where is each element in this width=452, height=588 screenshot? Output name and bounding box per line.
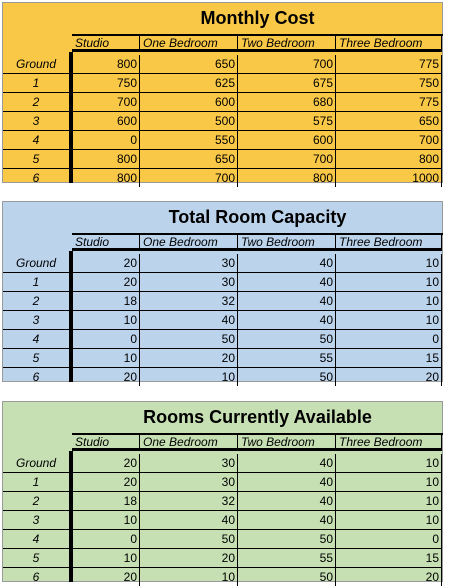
table-cell: 600 [140, 93, 238, 111]
table-cell: 700 [140, 169, 238, 187]
table-row [3, 368, 442, 386]
column-header-one-bedroom: One Bedroom [140, 34, 238, 52]
total-room-capacity-table [2, 201, 443, 382]
row-label: 6 [32, 171, 40, 185]
table-cell: 10 [336, 273, 442, 291]
table-cell: 700 [238, 55, 336, 73]
table-cell: 40 [140, 311, 238, 329]
row-label: 6 [32, 370, 40, 384]
table-cell: 10 [73, 511, 140, 529]
table-cell: 20 [140, 349, 238, 367]
row-label: Ground [15, 57, 57, 71]
table-cell: 0 [336, 330, 442, 348]
monthly-cost-table [2, 2, 443, 183]
table-row [3, 549, 442, 568]
table-cell: 550 [140, 131, 238, 149]
column-header-two-bedroom: Two Bedroom [238, 233, 336, 251]
table-cell: 40 [238, 254, 336, 272]
table-cell: 20 [73, 454, 140, 472]
table-cell: 10 [73, 549, 140, 567]
table-title: Rooms Currently Available [72, 402, 443, 435]
table-row [3, 492, 442, 511]
table-cell: 40 [140, 511, 238, 529]
table-cell: 40 [238, 311, 336, 329]
column-header-studio: Studio [72, 34, 140, 52]
column-header-one-bedroom: One Bedroom [140, 233, 238, 251]
table-cell: 10 [140, 368, 238, 386]
column-header-studio: Studio [72, 433, 140, 451]
table-title: Monthly Cost [72, 3, 443, 36]
row-label: 3 [32, 313, 40, 327]
table-title: Total Room Capacity [72, 202, 443, 235]
table-row [3, 473, 442, 492]
table-cell: 700 [336, 131, 442, 149]
table-cell: 55 [238, 349, 336, 367]
table-cell: 30 [140, 473, 238, 491]
table-cell: 20 [336, 568, 442, 586]
table-cell: 10 [73, 311, 140, 329]
table-cell: 775 [336, 55, 442, 73]
table-cell: 575 [238, 112, 336, 130]
table-cell: 650 [140, 150, 238, 168]
table-cell: 675 [238, 74, 336, 92]
table-cell: 800 [73, 169, 140, 187]
table-cell: 50 [238, 368, 336, 386]
row-label: 2 [32, 494, 40, 508]
table-cell: 50 [238, 568, 336, 586]
table-row [3, 311, 442, 330]
table-cell: 32 [140, 292, 238, 310]
table-cell: 32 [140, 492, 238, 510]
column-header-three-bedroom: Three Bedroom [336, 233, 442, 251]
table-cell: 50 [140, 330, 238, 348]
table-cell: 800 [238, 169, 336, 187]
table-row [3, 292, 442, 311]
table-cell: 20 [73, 473, 140, 491]
table-cell: 55 [238, 549, 336, 567]
table-cell: 40 [238, 292, 336, 310]
column-header-three-bedroom: Three Bedroom [336, 433, 442, 451]
table-cell: 20 [73, 568, 140, 586]
table-cell: 50 [238, 530, 336, 548]
table-row [3, 273, 442, 292]
row-label: 2 [32, 294, 40, 308]
table-row [3, 93, 442, 112]
table-row [3, 349, 442, 368]
table-cell: 10 [336, 454, 442, 472]
table-cell: 18 [73, 292, 140, 310]
table-cell: 1000 [336, 169, 442, 187]
table-cell: 10 [336, 473, 442, 491]
column-header-three-bedroom: Three Bedroom [336, 34, 442, 52]
row-label: 1 [32, 275, 40, 289]
table-cell: 650 [336, 112, 442, 130]
table-cell: 750 [336, 74, 442, 92]
row-label: 6 [32, 570, 40, 584]
table-cell: 40 [238, 454, 336, 472]
table-row [3, 131, 442, 150]
table-row [3, 330, 442, 349]
table-cell: 625 [140, 74, 238, 92]
table-cell: 0 [73, 330, 140, 348]
table-cell: 700 [238, 150, 336, 168]
row-label: 3 [32, 114, 40, 128]
table-cell: 680 [238, 93, 336, 111]
table-cell: 50 [238, 330, 336, 348]
column-header-one-bedroom: One Bedroom [140, 433, 238, 451]
table-cell: 40 [238, 492, 336, 510]
table-cell: 750 [73, 74, 140, 92]
table-cell: 600 [73, 112, 140, 130]
row-label: 4 [32, 332, 40, 346]
table-cell: 0 [73, 530, 140, 548]
column-header-studio: Studio [72, 233, 140, 251]
table-cell: 700 [73, 93, 140, 111]
table-cell: 500 [140, 112, 238, 130]
table-cell: 50 [140, 530, 238, 548]
table-cell: 20 [73, 254, 140, 272]
table-cell: 10 [336, 311, 442, 329]
table-row [3, 112, 442, 131]
table-cell: 20 [73, 368, 140, 386]
table-cell: 20 [73, 273, 140, 291]
row-label: Ground [15, 456, 57, 470]
table-row [3, 169, 442, 187]
table-row [3, 254, 442, 273]
table-row [3, 74, 442, 93]
table-cell: 600 [238, 131, 336, 149]
row-label: 4 [32, 133, 40, 147]
table-cell: 18 [73, 492, 140, 510]
table-cell: 15 [336, 549, 442, 567]
table-cell: 30 [140, 273, 238, 291]
table-cell: 10 [336, 254, 442, 272]
row-label: 3 [32, 513, 40, 527]
table-cell: 40 [238, 511, 336, 529]
column-header-two-bedroom: Two Bedroom [238, 433, 336, 451]
table-cell: 10 [336, 511, 442, 529]
table-cell: 10 [336, 292, 442, 310]
rooms-currently-available-table [2, 401, 443, 582]
table-cell: 40 [238, 473, 336, 491]
table-cell: 0 [336, 530, 442, 548]
table-row [3, 530, 442, 549]
table-cell: 800 [336, 150, 442, 168]
table-cell: 30 [140, 454, 238, 472]
row-label: 1 [32, 475, 40, 489]
table-cell: 775 [336, 93, 442, 111]
row-label: 4 [32, 532, 40, 546]
table-cell: 10 [73, 349, 140, 367]
table-cell: 10 [140, 568, 238, 586]
row-label: 1 [32, 76, 40, 90]
table-row [3, 568, 442, 586]
table-row [3, 454, 442, 473]
row-label: 5 [32, 551, 40, 565]
table-cell: 20 [140, 549, 238, 567]
row-label: 5 [32, 351, 40, 365]
table-row [3, 55, 442, 74]
table-cell: 10 [336, 492, 442, 510]
column-header-two-bedroom: Two Bedroom [238, 34, 336, 52]
table-cell: 800 [73, 55, 140, 73]
table-cell: 0 [73, 131, 140, 149]
table-row [3, 511, 442, 530]
table-cell: 15 [336, 349, 442, 367]
table-row [3, 150, 442, 169]
table-cell: 20 [336, 368, 442, 386]
table-cell: 40 [238, 273, 336, 291]
table-cell: 30 [140, 254, 238, 272]
row-label: Ground [15, 256, 57, 270]
table-cell: 800 [73, 150, 140, 168]
row-label: 2 [32, 95, 40, 109]
row-label: 5 [32, 152, 40, 166]
table-cell: 650 [140, 55, 238, 73]
